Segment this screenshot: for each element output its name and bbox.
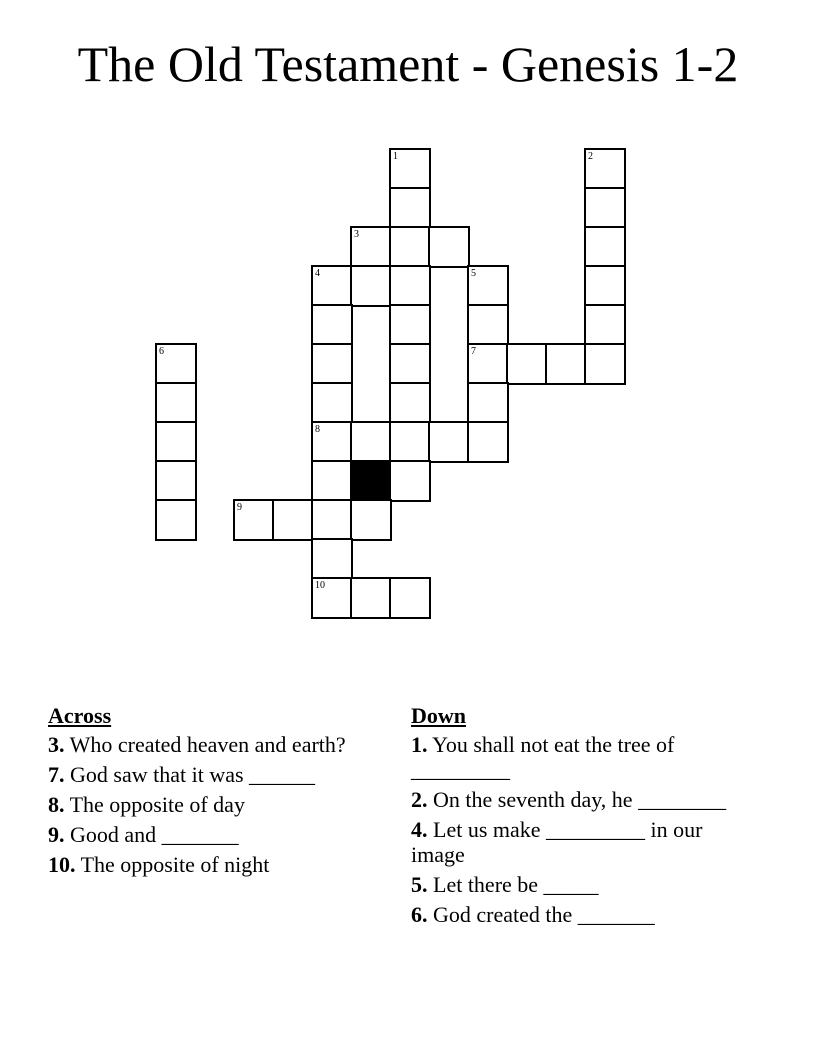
clue-number: 4. [411,817,428,842]
clue-number: 3. [48,732,65,757]
clue-number: 5. [411,872,428,897]
grid-cell[interactable] [155,460,197,502]
grid-clue-number: 6 [159,346,164,357]
grid-cell[interactable] [350,265,392,307]
clue-text: The opposite of night [75,852,270,877]
clue-text: The opposite of day [64,792,245,817]
grid-cell[interactable] [311,343,353,385]
grid-clue-number: 8 [315,424,320,435]
grid-cell[interactable] [389,343,431,385]
grid-cell[interactable] [428,226,470,268]
grid-cell[interactable] [311,265,353,307]
clue-text: Who created heaven and earth? [64,732,346,757]
grid-cell[interactable] [584,304,626,346]
grid-cell[interactable] [350,499,392,541]
grid-cell[interactable] [584,226,626,268]
grid-cell[interactable] [389,187,431,229]
grid-cell[interactable] [584,148,626,190]
grid-clue-number: 2 [588,151,593,162]
clue-across-10 [48,852,368,877]
grid-clue-number: 10 [315,580,325,591]
grid-clue-number: 1 [393,151,398,162]
clue-text: God saw that it was ______ [64,762,316,787]
clue-down-4 [411,817,731,867]
clue-number: 8. [48,792,65,817]
clue-text: You shall not eat the tree of _________ [411,732,675,782]
grid-cell[interactable] [311,460,353,502]
across-clues [48,703,368,882]
grid-cell[interactable] [350,577,392,619]
clue-text: Good and _______ [64,822,239,847]
grid-cell[interactable] [506,343,548,385]
clue-across-7 [48,762,368,787]
grid-cell[interactable] [155,421,197,463]
clue-number: 2. [411,787,428,812]
grid-cell[interactable] [584,265,626,307]
grid-clue-number: 9 [237,502,242,513]
grid-cell[interactable] [311,538,353,580]
grid-cell[interactable] [467,343,509,385]
grid-cell[interactable] [311,304,353,346]
across-heading: Across [48,703,112,728]
grid-cell[interactable] [584,343,626,385]
grid-clue-number: 7 [471,346,476,357]
down-heading: Down [411,703,467,728]
grid-cell[interactable] [155,499,197,541]
clue-across-3 [48,732,368,757]
grid-clue-number: 5 [471,268,476,279]
clue-text: Let us make _________ in our image [411,817,703,867]
clue-across-8 [48,792,368,817]
grid-clue-number: 3 [354,229,359,240]
grid-cell[interactable] [467,382,509,424]
grid-cell[interactable] [389,148,431,190]
grid-cell-blocked [350,460,392,502]
clue-number: 1. [411,732,428,757]
clue-down-1 [411,732,731,782]
grid-clue-number: 4 [315,268,320,279]
grid-cell[interactable] [467,304,509,346]
grid-cell[interactable] [311,577,353,619]
down-clues [411,703,731,932]
grid-cell[interactable] [389,460,431,502]
clue-down-6 [411,902,731,927]
grid-cell[interactable] [311,499,353,541]
grid-cell[interactable] [584,187,626,229]
grid-cell[interactable] [272,499,314,541]
clue-number: 10. [48,852,76,877]
grid-cell[interactable] [350,421,392,463]
clue-number: 6. [411,902,428,927]
grid-cell[interactable] [233,499,275,541]
grid-cell[interactable] [155,343,197,385]
grid-cell[interactable] [389,304,431,346]
grid-cell[interactable] [311,382,353,424]
clue-number: 7. [48,762,65,787]
grid-cell[interactable] [428,421,470,463]
grid-cell[interactable] [389,577,431,619]
grid-cell[interactable] [389,265,431,307]
grid-cell[interactable] [389,382,431,424]
grid-cell[interactable] [311,421,353,463]
clue-text: Let there be _____ [427,872,599,897]
grid-cell[interactable] [467,265,509,307]
grid-cell[interactable] [545,343,587,385]
clue-down-2 [411,787,731,812]
grid-cell[interactable] [155,382,197,424]
clue-number: 9. [48,822,65,847]
page-title: The Old Testament - Genesis 1-2 [77,36,739,92]
clue-text: God created the _______ [427,902,655,927]
clue-across-9 [48,822,368,847]
clue-text: On the seventh day, he ________ [427,787,727,812]
grid-cell[interactable] [350,226,392,268]
grid-cell[interactable] [389,421,431,463]
clue-down-5 [411,872,731,897]
grid-cell[interactable] [389,226,431,268]
grid-cell[interactable] [467,421,509,463]
